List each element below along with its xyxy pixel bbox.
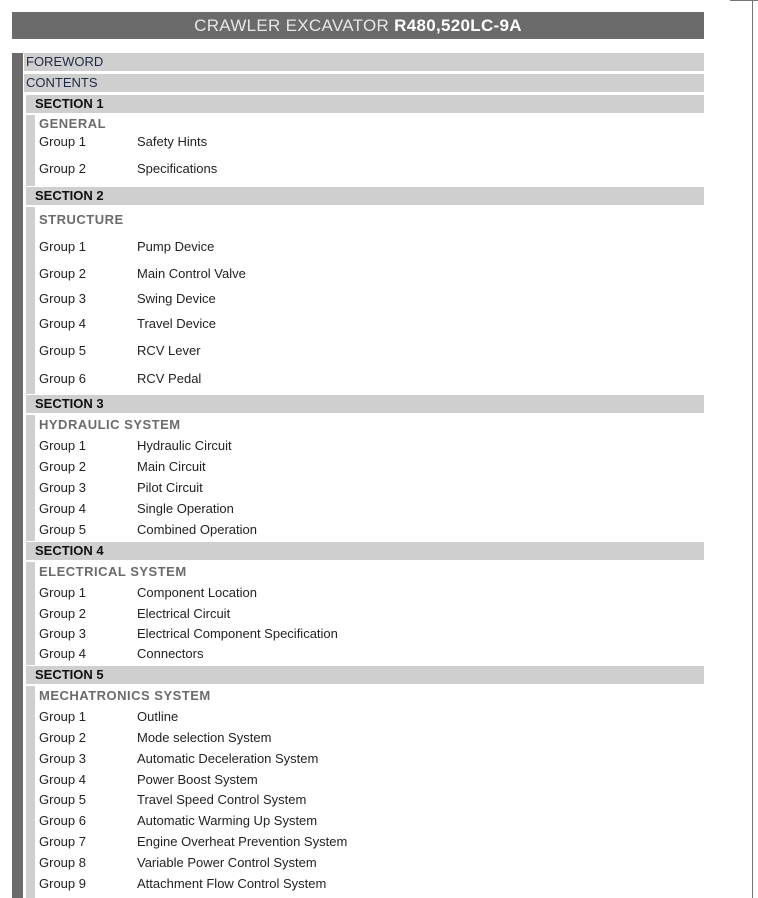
group-name[interactable]: Combined Operation — [137, 522, 257, 537]
group-name[interactable]: Power Boost System — [137, 772, 258, 787]
group-number[interactable]: Group 3 — [39, 480, 86, 495]
group-name[interactable]: Electrical Component Specification — [137, 626, 338, 641]
section-3-bar — [26, 415, 35, 541]
group-name[interactable]: Safety Hints — [137, 134, 208, 149]
group-number[interactable]: Group 1 — [39, 585, 86, 600]
group-number[interactable]: Group 5 — [39, 792, 86, 807]
group-number[interactable]: Group 2 — [39, 730, 86, 745]
group-number[interactable]: Group 7 — [39, 834, 86, 849]
group-number[interactable]: Group 2 — [39, 459, 86, 474]
foreword-link[interactable]: FOREWORD — [24, 53, 704, 71]
group-name[interactable]: Component Location — [137, 585, 257, 600]
section-2-bar — [26, 207, 35, 394]
group-number[interactable]: Group 3 — [39, 291, 86, 306]
group-name[interactable]: Electrical Circuit — [137, 606, 231, 621]
group-number[interactable]: Group 6 — [39, 371, 86, 386]
group-name[interactable]: Variable Power Control System — [137, 855, 317, 870]
group-number[interactable]: Group 2 — [39, 266, 86, 281]
group-number[interactable]: Group 1 — [39, 709, 86, 724]
section-1-bar — [26, 115, 35, 186]
section-5-title[interactable]: MECHATRONICS SYSTEM — [39, 688, 211, 703]
group-number[interactable]: Group 2 — [39, 161, 86, 176]
group-number[interactable]: Group 5 — [39, 522, 86, 537]
group-name[interactable]: Automatic Warming Up System — [137, 813, 318, 828]
group-name[interactable]: Main Control Valve — [137, 266, 246, 281]
group-name[interactable]: Hydraulic Circuit — [137, 438, 232, 453]
section-2-title[interactable]: STRUCTURE — [39, 212, 124, 227]
group-name[interactable]: Outline — [137, 709, 179, 724]
group-number[interactable]: Group 2 — [39, 606, 86, 621]
group-name[interactable]: Connectors — [137, 646, 204, 661]
section-3-header[interactable]: SECTION 3 — [26, 395, 704, 413]
section-2-header[interactable]: SECTION 2 — [26, 187, 704, 205]
contents-link[interactable]: CONTENTS — [24, 74, 704, 92]
group-name[interactable]: Automatic Deceleration System — [137, 751, 319, 766]
group-name[interactable]: RCV Pedal — [137, 371, 202, 386]
group-name[interactable]: Engine Overheat Prevention System — [137, 834, 348, 849]
contents-outer-bar — [12, 53, 23, 898]
title-model: R480,520LC-9A — [394, 16, 522, 35]
group-number[interactable]: Group 6 — [39, 813, 86, 828]
group-name[interactable]: Swing Device — [137, 291, 216, 306]
group-number[interactable]: Group 4 — [39, 772, 86, 787]
group-number[interactable]: Group 1 — [39, 438, 86, 453]
section-4-bar — [26, 562, 35, 665]
section-4-header[interactable]: SECTION 4 — [26, 542, 704, 560]
group-number[interactable]: Group 3 — [39, 626, 86, 641]
group-name[interactable]: Main Circuit — [137, 459, 206, 474]
group-number[interactable]: Group 5 — [39, 343, 86, 358]
group-name[interactable]: Travel Device — [137, 316, 216, 331]
group-number[interactable]: Group 9 — [39, 876, 86, 891]
group-name[interactable]: Single Operation — [137, 501, 234, 516]
group-name[interactable]: Pump Device — [137, 239, 215, 254]
section-5-bar — [26, 686, 35, 898]
section-4-title[interactable]: ELECTRICAL SYSTEM — [39, 564, 187, 579]
group-number[interactable]: Group 1 — [39, 239, 86, 254]
title-prefix: CRAWLER EXCAVATOR — [194, 16, 390, 35]
group-name[interactable]: Mode selection System — [137, 730, 272, 745]
section-3-title[interactable]: HYDRAULIC SYSTEM — [39, 417, 181, 432]
section-5-header[interactable]: SECTION 5 — [26, 666, 704, 684]
group-name[interactable]: Pilot Circuit — [137, 480, 203, 495]
group-name[interactable]: Travel Speed Control System — [137, 792, 307, 807]
top-border — [730, 0, 758, 1]
group-name[interactable]: Attachment Flow Control System — [137, 876, 327, 891]
group-number[interactable]: Group 3 — [39, 751, 86, 766]
group-number[interactable]: Group 1 — [39, 134, 86, 149]
section-1-header[interactable]: SECTION 1 — [26, 95, 704, 113]
group-number[interactable]: Group 8 — [39, 855, 86, 870]
group-number[interactable]: Group 4 — [39, 316, 86, 331]
group-name[interactable]: Specifications — [137, 161, 218, 176]
group-number[interactable]: Group 4 — [39, 646, 86, 661]
section-1-title[interactable]: GENERAL — [39, 116, 107, 131]
document-title — [12, 12, 704, 39]
group-name[interactable]: RCV Lever — [137, 343, 201, 358]
right-border — [752, 0, 753, 898]
group-number[interactable]: Group 4 — [39, 501, 86, 516]
